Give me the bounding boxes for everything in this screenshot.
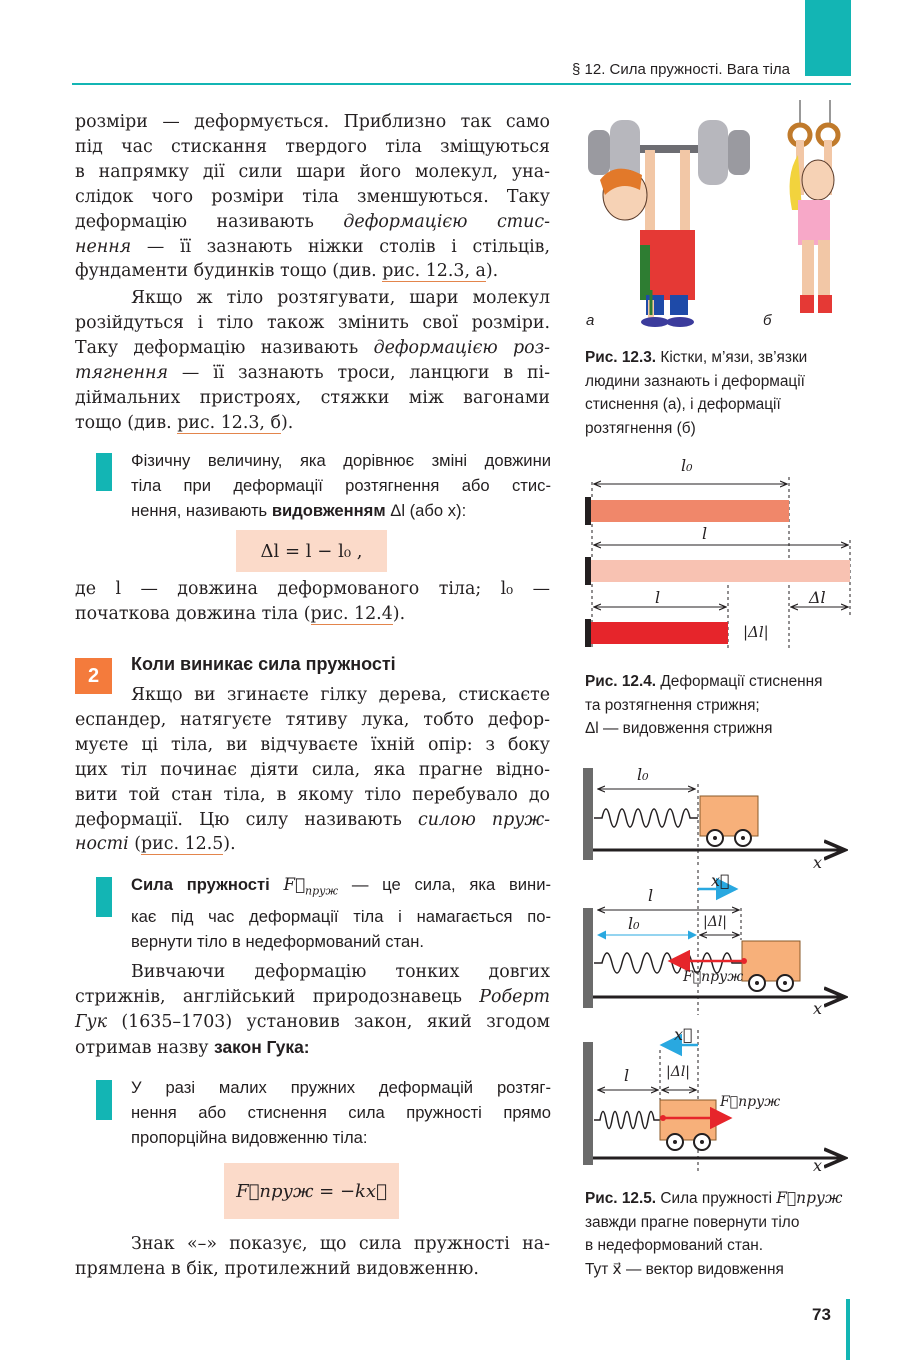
text-line: Гук (1635–1703) установив закон, який згодом <box>75 1011 550 1032</box>
text-line: цих тіл починає діяти сила, яка прагне відно- <box>75 759 550 780</box>
label-l0-rest: l₀ <box>637 765 649 784</box>
figure-label-b: б <box>763 312 772 329</box>
text-line: Таку деформацію називають деформацією роз- <box>75 337 550 358</box>
text-line: в напрямку дії сили шари його молекул, уна- <box>75 161 550 182</box>
running-header: § 12. Сила пружності. Вага тіла <box>572 61 790 78</box>
definition-marker <box>96 453 112 491</box>
label-dl-compressed: |Δl| <box>666 1064 691 1080</box>
label-x-axis-compressed: x <box>813 1156 823 1175</box>
text-line: стрижнів, англійський природознавець Роберт <box>75 986 550 1007</box>
page-number: 73 <box>812 1305 831 1324</box>
text-line: фундаменти будинків тощо (див. рис. 12.3, а). <box>75 261 499 282</box>
spring-panel-rest <box>583 768 845 865</box>
label-l0: l₀ <box>681 456 693 475</box>
paragraph-elastic-force <box>75 683 550 857</box>
text-line: еспандер, натягуєте тятиву лука, тобто дефор- <box>75 709 550 730</box>
text-line: вернути тіло в недеформований стан. <box>131 931 425 951</box>
rod-compressed <box>591 622 728 644</box>
label-force-stretched: F⃗пруж <box>683 969 744 985</box>
figure-link-12-3a[interactable]: рис. 12.3, а <box>382 261 486 282</box>
label-l-compressed: l <box>624 1066 630 1085</box>
spring-panel-stretched <box>583 870 845 1015</box>
paragraph-compression <box>75 110 550 284</box>
figure-12-4-rods <box>580 455 855 655</box>
section-number-badge: 2 <box>75 658 112 694</box>
figure-link-12-5[interactable]: рис. 12.5 <box>141 834 224 855</box>
text-line: Якщо ви згинаєте гілку дерева, стискаєте <box>131 685 550 705</box>
term-elongation: видовженням <box>271 501 386 521</box>
term-elastic-force: силою пруж- <box>417 809 550 830</box>
text-line: вити той стан тіла, в якому тіло перебувало до <box>75 784 550 805</box>
text-line: тягнення — її зазнають троси, ланцюги в пі- <box>75 362 550 383</box>
text-line: де l — довжина деформованого тіла; l₀ — <box>75 579 550 599</box>
text-line: розміри — деформується. Приблизно так само <box>75 112 550 132</box>
paragraph-tension <box>75 286 550 435</box>
definition-elastic-force <box>131 872 551 954</box>
label-l-short: l <box>655 588 661 607</box>
label-l-stretched: l <box>648 886 654 905</box>
figure-12-5-springs <box>580 760 855 1175</box>
text-line: Знак «–» показує, що сила пружності на- <box>131 1234 550 1254</box>
term-hooke-law: закон Гука: <box>214 1036 310 1057</box>
text-line: Фізичну величину, яка дорівнює зміні довжини <box>131 451 551 470</box>
paragraph-where <box>75 577 550 627</box>
figure-label-a: а <box>586 312 595 329</box>
text-line: пропорційна видовженню тіла: <box>131 1128 368 1148</box>
term-compression: деформацією стис- <box>343 211 550 232</box>
figure-link-12-3b[interactable]: рис. 12.3, б <box>177 412 281 433</box>
text-line: нення або стиснення сила пружності прямо <box>131 1103 551 1123</box>
page-number-bar <box>846 1299 850 1360</box>
text-line: муєте ці тіла, ви відчуваєте їхній опір: з боку <box>75 734 550 755</box>
figure-12-4-caption: Рис. 12.4. Деформації стиснення та розтягнення стрижня; Δl — видовження стрижня <box>585 673 823 737</box>
text-line: розійдуться і тіло також змінить свої розміри. <box>75 312 550 333</box>
text-line: нення, називають видовженням Δl (або x): <box>131 501 467 521</box>
header-rule <box>72 83 851 85</box>
gymnast-figure <box>790 100 838 313</box>
label-dl: Δl <box>809 588 826 607</box>
label-xvec-compressed: x⃗ <box>674 1025 693 1044</box>
section-title: Коли виникає сила пружності <box>131 654 396 674</box>
text-line: Вивчаючи деформацію тонких довгих <box>131 962 550 982</box>
weightlifter-figure <box>588 120 750 327</box>
label-l0-stretched: l₀ <box>628 914 640 933</box>
text-line: Якщо ж тіло розтягувати, шари молекул <box>131 288 550 308</box>
formula-hooke-law: F⃗пруж = −kx⃗ <box>224 1163 399 1219</box>
paragraph-hooke-history <box>75 960 550 1061</box>
text-line: під час стискання твердого тіла зміщуються <box>75 136 550 157</box>
figure-link-12-4[interactable]: рис. 12.4 <box>310 603 393 624</box>
figure-12-3-illustration <box>570 100 850 330</box>
definition-marker <box>96 1080 112 1120</box>
text-line: ності (рис. 12.5). <box>75 834 236 855</box>
header-accent-bar <box>805 0 851 76</box>
paragraph-minus-sign <box>75 1232 550 1282</box>
text-line: кає під час деформації тіла і намагається по- <box>131 906 551 926</box>
text-line: тощо (див. рис. 12.3, б). <box>75 412 294 433</box>
text-line: деформації. Цю силу називають силою пруж- <box>75 809 550 830</box>
rod-stretched <box>591 560 850 582</box>
definition-elongation <box>131 448 551 524</box>
text-line: тіла при деформації розтягнення або стис- <box>131 476 551 496</box>
formula-elongation: Δl = l − l₀ , <box>236 530 387 572</box>
text-line: отримав назву закон Гука: <box>75 1036 310 1058</box>
rod-initial <box>591 500 789 522</box>
text-line: У разі малих пружних деформацій розтяг- <box>131 1078 551 1097</box>
label-dl-abs: |Δl| <box>743 623 769 641</box>
label-xvec-stretched: x⃗ <box>711 871 730 890</box>
definition-marker <box>96 877 112 917</box>
figure-12-3-caption: Рис. 12.3. Кістки, м’язи, зв’язки людини зазнають і деформації стиснення (а), і деформації розтягнення (б) <box>585 349 808 437</box>
text-line: початкова довжина тіла (рис. 12.4). <box>75 603 406 624</box>
label-x-axis-stretched: x <box>813 999 823 1018</box>
label-l: l <box>702 524 708 543</box>
label-dl-stretched: |Δl| <box>703 914 728 930</box>
text-line: прямлена в бік, протилежний видовженню. <box>75 1258 479 1279</box>
label-x-axis-rest: x <box>813 853 823 872</box>
figure-12-5-caption: Рис. 12.5. Сила пружності F⃗пруж завжди прагне повернути тіло в недеформований стан. Тут x⃗ — вектор видовження <box>585 1189 843 1278</box>
spring-panel-compressed <box>583 1030 845 1172</box>
text-line: деформацію називають деформацією стис- <box>75 211 550 232</box>
definition-hooke-law <box>131 1075 551 1151</box>
text-line: слідок чого розміри тіла зменшуються. Таку <box>75 186 550 207</box>
term-tension: деформацією роз- <box>373 337 550 358</box>
text-line: нення — її зазнають ніжки столів і стільців, <box>75 236 550 257</box>
text-line: діймальних пристроях, стяжки між вагонами <box>75 387 550 408</box>
label-force-compressed: F⃗пруж <box>720 1094 781 1110</box>
text-line: Сила пружності $F⃗_{пруж}$ — це сила, яка вини- <box>131 875 551 898</box>
